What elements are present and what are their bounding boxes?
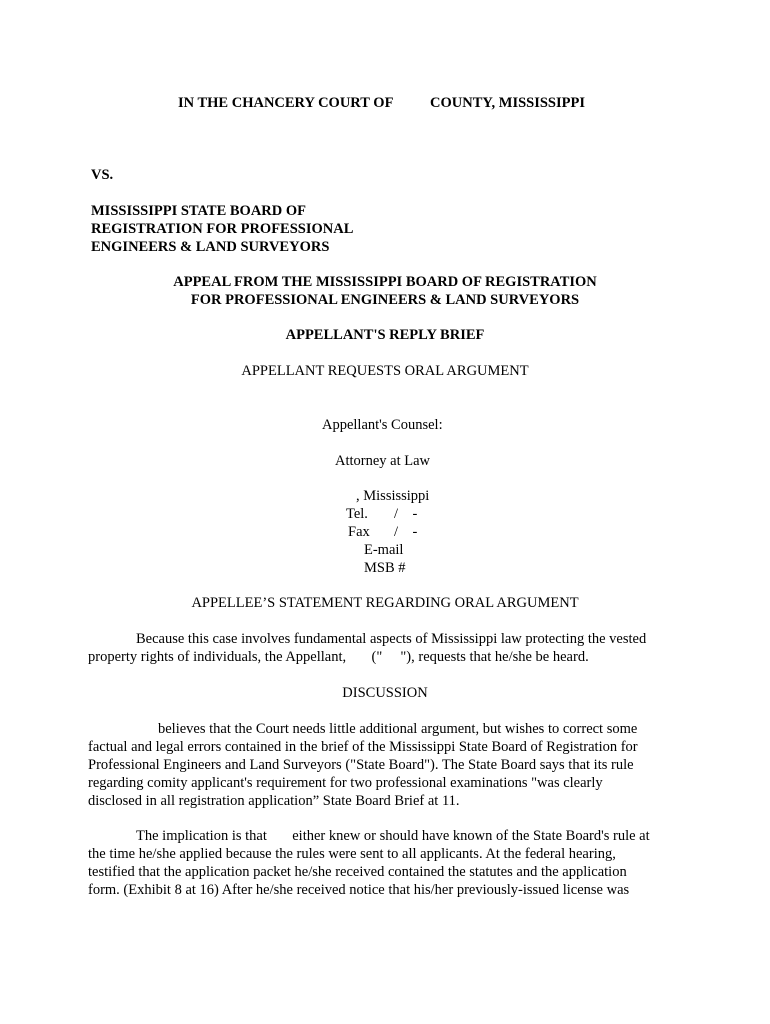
discussion-line: the time he/she applied because the rules were sent to all applicants. At the federal hearing, bbox=[88, 846, 616, 862]
brief-title: APPELLANT'S REPLY BRIEF bbox=[285, 327, 485, 343]
discussion-line: form. (Exhibit 8 at 16) After he/she received notice that his/her previously-issued license was bbox=[88, 882, 630, 898]
counsel-fax-label: Fax bbox=[348, 524, 370, 540]
appeal-title-line-1: APPEAL FROM THE MISSISSIPPI BOARD OF REGISTRATION bbox=[173, 274, 597, 290]
statement-line: Because this case involves fundamental aspects of Mississippi law protecting the vested bbox=[136, 631, 647, 647]
discussion-paragraph-1 bbox=[88, 720, 688, 810]
discussion-line: disclosed in all registration application” State Board Brief at 11. bbox=[88, 793, 460, 809]
court-header-left: IN THE CHANCERY COURT OF bbox=[178, 95, 394, 111]
appeal-title-line-2: FOR PROFESSIONAL ENGINEERS & LAND SURVEYORS bbox=[190, 292, 580, 308]
statement-paragraph bbox=[88, 630, 688, 666]
statement-line: property rights of individuals, the Appellant, (" "), requests that he/she be heard. bbox=[88, 649, 589, 665]
counsel-msb: MSB # bbox=[364, 560, 406, 576]
counsel-tel-value: / - bbox=[394, 506, 418, 522]
statement-heading: APPELLEE’S STATEMENT REGARDING ORAL ARGUMENT bbox=[191, 595, 579, 611]
appellee-line-3: ENGINEERS & LAND SURVEYORS bbox=[91, 239, 330, 255]
oral-argument-request: APPELLANT REQUESTS ORAL ARGUMENT bbox=[241, 363, 529, 379]
counsel-heading: Appellant's Counsel: bbox=[322, 417, 443, 433]
discussion-paragraph-2 bbox=[88, 827, 688, 899]
counsel-fax-value: / - bbox=[394, 524, 418, 540]
discussion-line: believes that the Court needs little additional argument, but wishes to correct some bbox=[158, 721, 638, 737]
appellee-line-2: REGISTRATION FOR PROFESSIONAL bbox=[91, 221, 354, 237]
counsel-attorney: Attorney at Law bbox=[335, 453, 431, 469]
discussion-line: regarding comity applicant's requirement for two professional examinations "was clearly bbox=[88, 775, 603, 791]
discussion-line: The implication is that either knew or should have known of the State Board's rule at bbox=[136, 828, 650, 844]
counsel-email: E-mail bbox=[364, 542, 404, 558]
discussion-line: Professional Engineers and Land Surveyors ("State Board"). The State Board says that its rule bbox=[88, 757, 634, 773]
counsel-city: , Mississippi bbox=[356, 488, 430, 504]
discussion-line: factual and legal errors contained in the brief of the Mississippi State Board of Registration for bbox=[88, 739, 638, 755]
appellee-line-1: MISSISSIPPI STATE BOARD OF bbox=[91, 203, 307, 219]
court-header-right: COUNTY, MISSISSIPPI bbox=[430, 95, 585, 111]
counsel-tel-label: Tel. bbox=[346, 506, 368, 522]
discussion-heading: DISCUSSION bbox=[342, 685, 428, 701]
versus-label: VS. bbox=[91, 167, 114, 183]
discussion-line: testified that the application packet he/she received contained the statutes and the application bbox=[88, 864, 627, 880]
